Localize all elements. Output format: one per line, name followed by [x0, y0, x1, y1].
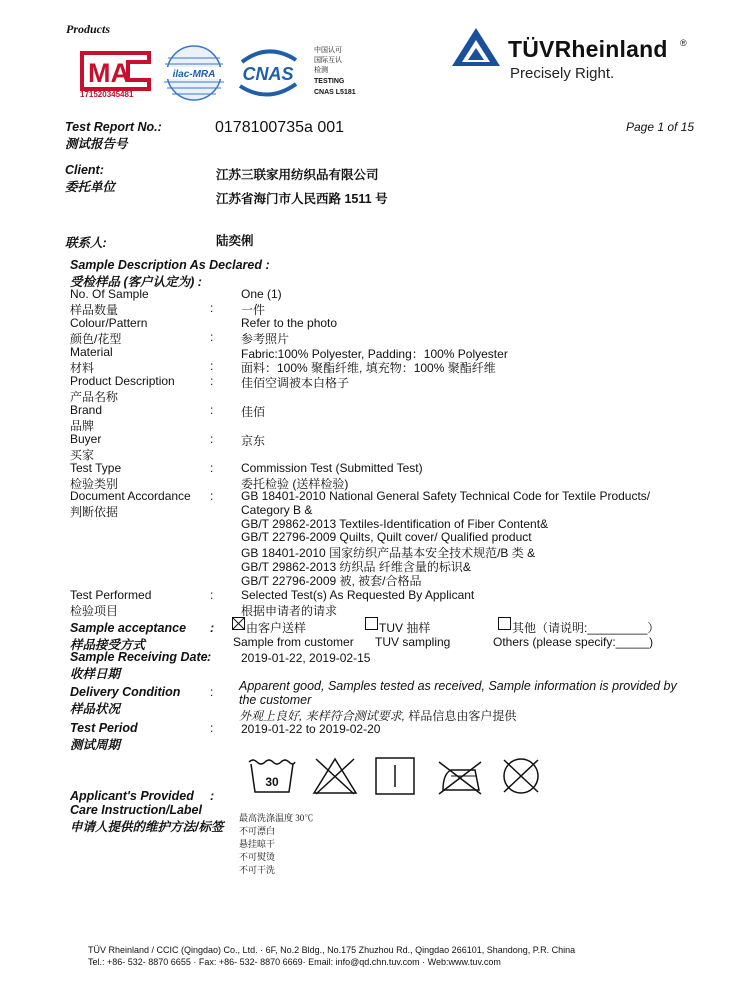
row-label: Buyer	[70, 432, 102, 446]
option-others-cn: 其他（请说明:_________）	[512, 621, 660, 635]
row-value: Refer to the photo	[241, 316, 338, 330]
page-indicator: Page 1 of 15	[626, 120, 695, 134]
row-value: Commission Test (Submitted Test)	[241, 461, 423, 475]
care-note: 不可干洗	[239, 865, 276, 875]
receiving-value: 2019-01-22, 2019-02-15	[241, 651, 371, 665]
row-colon: :	[210, 359, 214, 373]
row-label-cn: 颜色/花型	[70, 332, 122, 346]
cma-logo	[78, 50, 153, 92]
line-dry-icon	[374, 756, 416, 801]
option-customer-cn: 由客户送样	[246, 621, 307, 635]
row-label-cn: 检验类别	[70, 477, 119, 491]
row-colon: :	[210, 432, 214, 446]
row-label-cn: 买家	[70, 448, 95, 462]
row-label: Colour/Pattern	[70, 316, 148, 330]
client-name: 江苏三联家用纺织品有限公司	[216, 168, 379, 182]
performed-colon: :	[210, 588, 214, 602]
row-colon: :	[210, 403, 214, 417]
acceptance-label-cn: 样品接受方式	[70, 638, 146, 652]
doc-line: Category B &	[241, 503, 313, 517]
doc-colon: :	[210, 489, 214, 503]
acceptance-label: Sample acceptance	[70, 621, 187, 635]
delivery-label: Delivery Condition	[70, 685, 181, 699]
period-colon: :	[210, 721, 214, 735]
row-label-cn: 产品名称	[70, 390, 119, 404]
cnas-cn-2: 国际互认	[314, 57, 342, 64]
acceptance-colon: :	[210, 621, 215, 635]
receiving-label: Sample Receiving Date	[70, 650, 208, 664]
checkbox-tuv-sampling[interactable]	[365, 617, 378, 635]
row-label-cn: 品牌	[70, 419, 95, 433]
period-value: 2019-01-22 to 2019-02-20	[241, 722, 381, 736]
option-others: Others (please specify:_____)	[493, 635, 654, 649]
doc-line: GB/T 22796-2009 Quilts, Quilt cover/ Qualified product	[241, 530, 532, 544]
ilac-text: ilac-MRA	[172, 69, 216, 80]
care-note: 不可熨烫	[239, 852, 276, 862]
tuv-triangle-logo	[450, 26, 502, 73]
period-label: Test Period	[70, 721, 138, 735]
client-label: Client:	[65, 163, 104, 177]
row-value: 京东	[241, 434, 266, 448]
cnas-logo	[232, 44, 304, 107]
row-value: One (1)	[241, 287, 282, 301]
row-label-cn: 样品数量	[70, 303, 119, 317]
cnas-text: CNAS	[242, 64, 294, 84]
option-tuv-cn: TUV 抽样	[379, 621, 431, 635]
performed-value: Selected Test(s) As Requested By Applicant	[241, 588, 475, 602]
row-value: 佳佰	[241, 405, 266, 419]
delivery-value-cn-normal: 样品信息由客户提供	[405, 709, 517, 723]
option-customer: Sample from customer	[233, 635, 354, 649]
report-no-label: Test Report No.:	[65, 120, 162, 134]
svg-text:MA: MA	[88, 58, 130, 88]
cnas-cn-1: 中国认可	[314, 47, 342, 54]
doc-line: GB 18401-2010 National General Safety Technical Code for Textile Products/	[241, 489, 651, 503]
delivery-value-cn-italic: 外观上良好, 来样符合测试要求,	[239, 709, 406, 723]
doc-line: GB/T 29862-2013 纺织品 纤维含量的标识&	[241, 560, 471, 574]
sample-heading: Sample Description As Declared :	[70, 258, 270, 272]
care-label-1: Applicant's Provided	[70, 789, 194, 803]
care-label-cn: 申请人提供的维护方法/标签	[70, 820, 224, 834]
doc-label: Document Accordance	[70, 489, 191, 503]
row-label: Material	[70, 345, 113, 359]
report-number: 0178100735a 001	[215, 119, 345, 136]
doc-line: GB/T 22796-2009 被, 被套/合格品	[241, 574, 422, 588]
period-label-cn: 测试周期	[70, 738, 121, 752]
tuv-brand-name: TÜVRheinland	[508, 36, 668, 62]
sample-heading-cn: 受检样品 (客户认定为) :	[70, 275, 202, 289]
care-colon: :	[210, 789, 215, 803]
performed-label-cn: 检验项目	[70, 604, 119, 618]
row-value-cn: 面料：100% 聚酯纤维, 填充物：100% 聚酯纤维	[241, 361, 496, 375]
option-tuv: TUV sampling	[375, 635, 451, 649]
delivery-value-1: Apparent good, Samples tested as received, Sample information is provided by	[239, 679, 677, 693]
doc-label-cn: 判断依据	[70, 505, 119, 519]
footer-address: TÜV Rheinland / CCIC (Qingdao) Co., Ltd. · 6F, No.2 Bldg., No.175 Zhuzhou Rd., Qingdao 266101, Shandong, P.R. China	[88, 945, 576, 955]
cnas-number: CNAS L5181	[314, 89, 356, 96]
wash-30-icon	[247, 756, 297, 801]
row-value-cn: 参考照片	[241, 332, 290, 346]
no-iron-icon	[435, 756, 485, 801]
row-label: No. Of Sample	[70, 287, 149, 301]
no-dry-clean-icon	[498, 756, 544, 801]
checkbox-customer-checked[interactable]	[232, 617, 245, 635]
contact-label: 联系人:	[65, 236, 107, 250]
row-value-cn: 委托检验 (送样检验)	[241, 477, 349, 491]
checkbox-others[interactable]	[498, 617, 511, 635]
doc-line: GB/T 29862-2013 Textiles-Identification of Fiber Content&	[241, 517, 549, 531]
delivery-label-cn: 样品状况	[70, 702, 121, 716]
products-label: Products	[66, 22, 111, 36]
row-label: Product Description	[70, 374, 175, 388]
care-note: 最高洗涤温度 30℃	[239, 813, 314, 823]
care-label-2: Care Instruction/Label	[70, 803, 202, 817]
receiving-colon: :	[207, 650, 212, 664]
care-note: 悬挂晾干	[239, 839, 276, 849]
row-label-cn: 材料	[70, 361, 95, 375]
row-value-cn: 一件	[241, 303, 266, 317]
cma-number: 171520345481	[80, 90, 134, 99]
wash-temp: 30	[265, 775, 279, 789]
row-colon: :	[210, 301, 214, 315]
contact-value: 陆奕俐	[216, 234, 254, 248]
client-label-cn: 委托单位	[65, 180, 116, 194]
row-value: Fabric:100% Polyester, Padding：100% Polyester	[241, 347, 508, 361]
row-value: 佳佰空调被本白格子	[241, 376, 350, 390]
client-address: 江苏省海门市人民西路 1511 号	[216, 192, 388, 206]
row-label: Test Type	[70, 461, 122, 475]
delivery-colon: :	[210, 685, 214, 699]
report-no-label-cn: 测试报告号	[65, 137, 128, 151]
footer-contact: Tel.: +86- 532- 8870 6655 · Fax: +86- 532- 8870 6669· Email: info@qd.chn.tuv.com · Web:www.tuv.com	[88, 957, 501, 967]
row-colon: :	[210, 330, 214, 344]
performed-value-cn: 根据申请者的请求	[241, 604, 338, 618]
doc-line: GB 18401-2010 国家纺织产品基本安全技术规范/B 类 &	[241, 546, 536, 560]
performed-label: Test Performed	[70, 588, 152, 602]
row-colon: :	[210, 374, 214, 388]
row-label: Brand	[70, 403, 103, 417]
cnas-cn-3: 检测	[314, 67, 328, 74]
tuv-slogan: Precisely Right.	[510, 65, 615, 82]
receiving-label-cn: 收样日期	[70, 667, 121, 681]
row-colon: :	[210, 461, 214, 475]
care-note: 不可漂白	[239, 826, 276, 836]
cnas-testing: TESTING	[314, 78, 345, 85]
tuv-registered-mark: ®	[680, 38, 687, 48]
no-bleach-icon	[310, 756, 360, 801]
delivery-value-2: the customer	[239, 693, 312, 707]
ilac-mra-logo	[160, 44, 228, 107]
